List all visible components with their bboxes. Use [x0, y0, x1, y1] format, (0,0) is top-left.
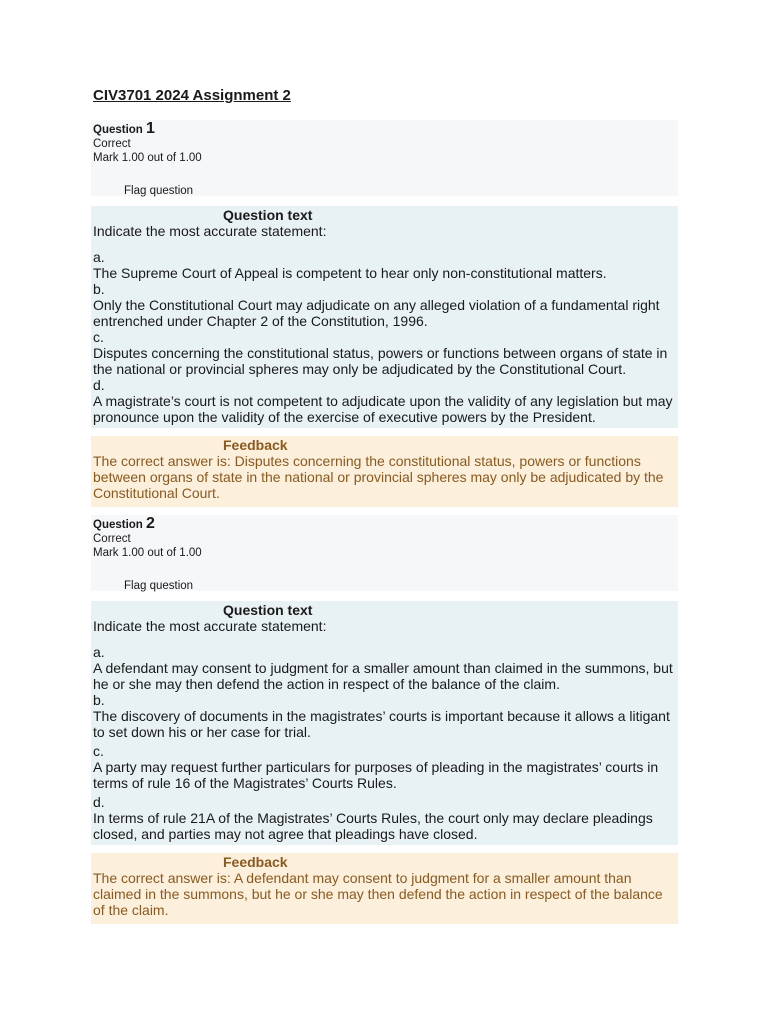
question-mark: Mark 1.00 out of 1.00 [93, 152, 202, 164]
option-d-letter: d. [93, 377, 105, 393]
question-status: Correct [93, 138, 131, 150]
question-mark: Mark 1.00 out of 1.00 [93, 547, 202, 559]
option-c-text: Disputes concerning the constitutional status, powers or functions between organs of state in the national or provincial spheres may only be adjudicated by the Constitutional Court. [93, 345, 668, 377]
option-b-letter: b. [93, 692, 105, 708]
option-b-text: Only the Constitutional Court may adjudicate on any alleged violation of a fundamental right entrenched under Chapter 2 of the Constitution, 1996. [93, 297, 660, 329]
question-number: 1 [146, 120, 155, 137]
question-label: Question [93, 124, 143, 136]
question-text-block [91, 206, 678, 428]
question-text-heading: Question text [223, 602, 313, 618]
question-text-heading: Question text [223, 207, 313, 223]
option-a-letter: a. [93, 249, 105, 265]
question-info [91, 515, 678, 591]
feedback-block [91, 853, 678, 924]
option-a-letter: a. [93, 644, 105, 660]
question-number: 2 [146, 515, 155, 532]
feedback-heading: Feedback [223, 437, 288, 453]
option-a-text: A defendant may consent to judgment for a smaller amount than claimed in the summons, but he or she may then defend the action in respect of the balance of the claim. [93, 660, 673, 692]
question-1 [91, 120, 678, 507]
feedback-text: The correct answer is: A defendant may consent to judgment for a smaller amount than claimed in the summons, but he or she may then defend the action in respect of the balance of the claim. [93, 870, 663, 918]
question-status: Correct [93, 533, 131, 545]
question-prompt: Indicate the most accurate statement: [93, 223, 327, 239]
document-page [91, 86, 678, 932]
question-info [91, 120, 678, 196]
option-d-text: In terms of rule 21A of the Magistrates’ Courts Rules, the court only may declare pleadings closed, and parties may not agree that pleadings have closed. [93, 810, 653, 842]
option-b-letter: b. [93, 281, 105, 297]
option-c-letter: c. [93, 329, 104, 345]
flag-question-link[interactable]: Flag question [124, 580, 194, 592]
flag-question-link[interactable]: Flag question [124, 185, 194, 197]
option-b-text: The discovery of documents in the magistrates’ courts is important because it allows a litigant to set down his or her case for trial. [93, 708, 670, 740]
question-prompt: Indicate the most accurate statement: [93, 618, 327, 634]
option-d-text: A magistrate’s court is not competent to adjudicate upon the validity of any legislation but may pronounce upon the validity of the exercise of executive powers by the President. [93, 393, 673, 425]
option-d-letter: d. [93, 794, 105, 810]
option-c-letter: c. [93, 743, 104, 759]
question-label: Question [93, 519, 143, 531]
question-2 [91, 515, 678, 924]
question-text-block [91, 601, 678, 845]
document-title: CIV3701 2024 Assignment 2 [93, 87, 291, 104]
feedback-text: The correct answer is: Disputes concerning the constitutional status, powers or functions between organs of state in the national or provincial spheres may only be adjudicated by the Constitutional Court. [93, 453, 664, 501]
feedback-block [91, 436, 678, 507]
option-a-text: The Supreme Court of Appeal is competent to hear only non-constitutional matters. [93, 265, 607, 281]
feedback-heading: Feedback [223, 854, 288, 870]
option-c-text: A party may request further particulars for purposes of pleading in the magistrates’ courts in terms of rule 16 of the Magistrates’ Courts Rules. [93, 759, 659, 791]
